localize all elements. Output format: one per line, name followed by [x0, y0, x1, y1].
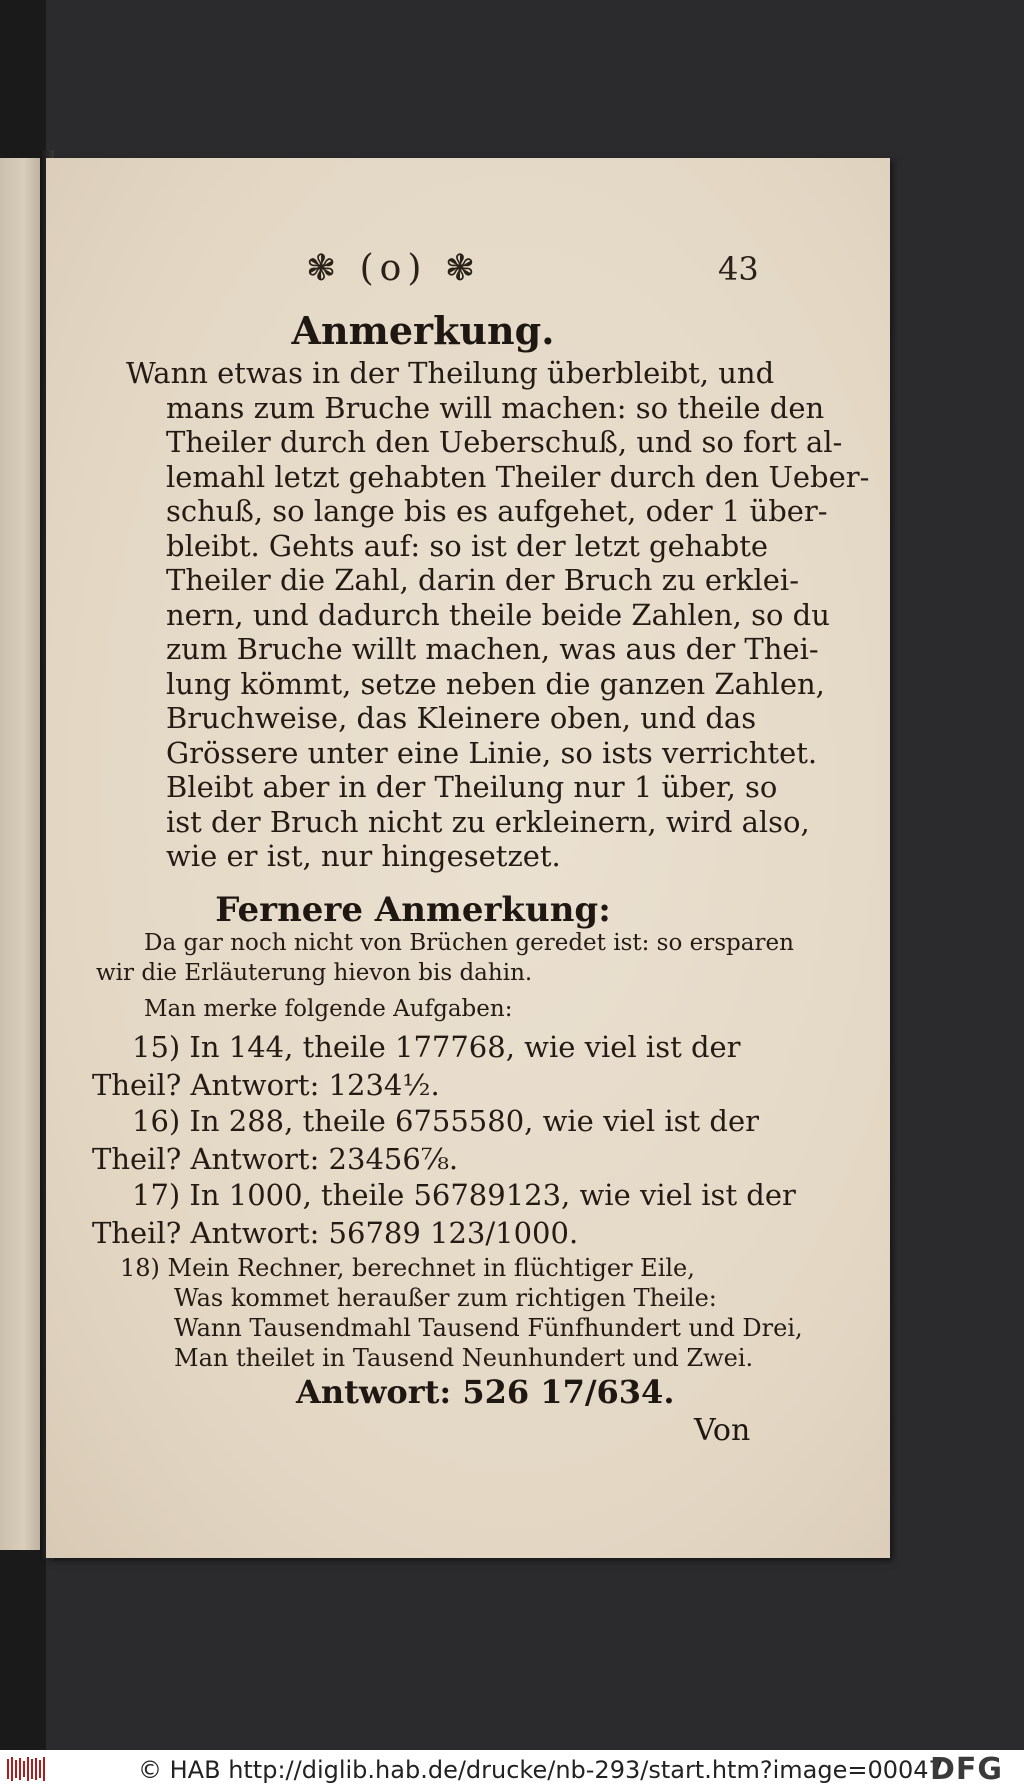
text-line: 16) In 288, theile 6755580, wie viel ist der	[132, 1104, 759, 1138]
text-line: Wann etwas in der Theilung überbleibt, und	[126, 356, 775, 390]
footer-bar	[0, 1750, 1024, 1789]
heading-fernere-anmerkung: Fernere Anmerkung:	[215, 890, 611, 930]
text-line: Da gar noch nicht von Brüchen geredet ist: so ersparen	[144, 930, 794, 956]
catchword: Von	[694, 1413, 751, 1448]
text-line: wir die Erläuterung hievon bis dahin.	[96, 960, 533, 986]
main-paragraph	[126, 356, 870, 874]
text-line: 15) In 144, theile 177768, wie viel ist der	[132, 1030, 741, 1064]
hab-logo-icon	[6, 1756, 46, 1782]
previous-page-edge	[0, 158, 40, 1550]
text-line: schuß, so lange bis es aufgehet, oder 1 über-	[166, 494, 828, 528]
second-paragraph	[92, 928, 822, 988]
book-page	[46, 158, 890, 1558]
text-line: mans zum Bruche will machen: so theile den	[166, 390, 825, 425]
text-line: ist der Bruch nicht zu erkleinern, wird also,	[166, 804, 810, 839]
footer-url[interactable]: © HAB http://diglib.hab.de/drucke/nb-293/start.htm?image=00047	[138, 1756, 944, 1784]
header-ornament: ❃ (o) ❃	[306, 248, 481, 289]
text-line: bleibt. Gehts auf: so ist der letzt gehabte	[166, 528, 769, 563]
text-line: Grössere unter eine Linie, so ists verrichtet.	[166, 735, 818, 770]
text-line: nern, und dadurch theile beide Zahlen, so du	[166, 597, 830, 632]
dfg-logo: DFG	[930, 1752, 1004, 1787]
text-line: Bruchweise, das Kleinere oben, und das	[166, 701, 757, 735]
text-line: wie er ist, nur hingesetzet.	[166, 839, 561, 873]
task-15	[92, 1028, 822, 1104]
verse-line: Wann Tausendmahl Tausend Fünfhundert und Drei,	[174, 1314, 803, 1342]
task-17	[92, 1176, 822, 1252]
text-line: zum Bruche willt machen, was aus der Thei-	[166, 632, 819, 666]
verse-line: Man theilet in Tausend Neunhundert und Zwei.	[174, 1344, 754, 1372]
text-line: Bleibt aber in der Theilung nur 1 über, so	[166, 770, 778, 804]
verse-line: Was kommet heraußer zum richtigen Theile:	[174, 1284, 717, 1312]
page-header	[46, 248, 890, 298]
text-line: Theiler die Zahl, darin der Bruch zu erklei-	[166, 563, 799, 597]
text-line: lung kömmt, setze neben die ganzen Zahlen,	[166, 666, 825, 701]
text-line: Theiler durch den Ueberschuß, und so fort al-	[166, 425, 843, 459]
page-number: 43	[718, 250, 759, 288]
text-line: Theil? Antwort: 1234½.	[92, 1068, 440, 1102]
text-line: Theil? Antwort: 56789 123/1000.	[92, 1216, 579, 1250]
text-line: 17) In 1000, theile 56789123, wie viel ist der	[132, 1178, 796, 1212]
answer-18: Antwort: 526 17/634.	[296, 1373, 675, 1411]
text-line: lemahl letzt gehabten Theiler durch den Ueber-	[166, 459, 870, 494]
verse-task-18	[120, 1253, 840, 1373]
heading-anmerkung: Anmerkung.	[291, 308, 555, 353]
task-16	[92, 1102, 822, 1178]
verse-line: 18) Mein Rechner, berechnet in flüchtiger Eile,	[120, 1254, 695, 1282]
tasks-intro: Man merke folgende Aufgaben:	[144, 996, 513, 1022]
text-line: Theil? Antwort: 23456⅞.	[92, 1142, 459, 1176]
